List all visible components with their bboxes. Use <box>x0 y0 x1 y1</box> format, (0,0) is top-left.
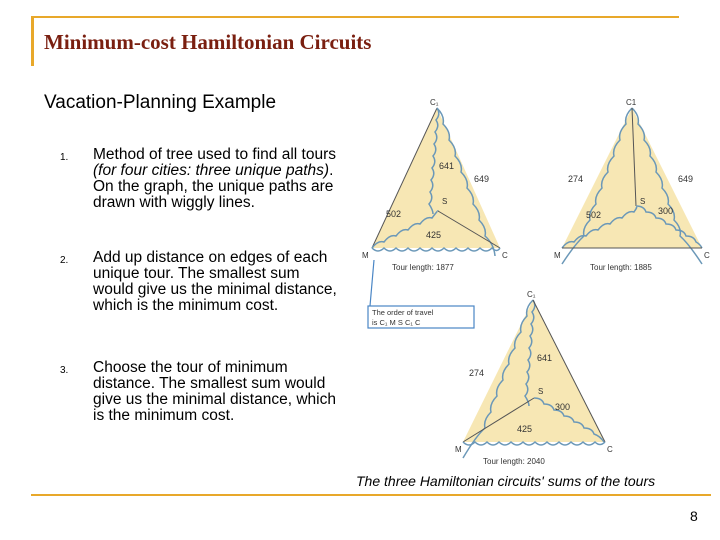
vertex-right-label: C <box>704 251 710 260</box>
edge-label: 300 <box>658 206 674 216</box>
frame-bottom-rule <box>31 494 711 496</box>
step-item-2 <box>60 250 340 360</box>
edge-bottom-wiggly <box>463 442 605 445</box>
page-number: 8 <box>690 508 698 524</box>
edge-bottom-wiggly <box>372 248 500 251</box>
step-text-italic: (for four cities: three unique paths) <box>93 162 330 179</box>
edge-label: 274 <box>568 174 584 184</box>
edge-label: 641 <box>537 353 553 363</box>
step-item-1 <box>60 147 340 250</box>
step-number: 3. <box>60 365 69 376</box>
callout-pointer <box>370 260 374 306</box>
vertex-center-label: S <box>442 197 448 206</box>
frame-top-rule <box>31 16 679 18</box>
vertex-top-label: C₁ <box>430 98 439 107</box>
step-number: 2. <box>60 255 69 266</box>
vertex-left-label: M <box>362 251 369 260</box>
tour-length-label: Tour length: 1877 <box>392 263 454 272</box>
edge-label: 502 <box>386 209 402 219</box>
tour-length-label: Tour length: 2040 <box>483 457 545 466</box>
slide-subtitle: Vacation-Planning Example <box>44 92 277 113</box>
step-number: 1. <box>60 152 69 163</box>
edge-label: 649 <box>678 174 694 184</box>
edge-label: 641 <box>439 161 455 171</box>
slide-title: Minimum-cost Hamiltonian Circuits <box>44 30 372 54</box>
step-item-3 <box>60 360 340 424</box>
step-text: Choose the tour of minimum distance. The smallest sum would give us the minimal distance, which is the minimum cost. <box>93 359 336 424</box>
vertex-right-label: C <box>502 251 508 260</box>
edge-label: 502 <box>586 210 602 220</box>
step-text-after: . On the graph, the unique paths are drawn with wiggly lines. <box>93 162 334 211</box>
callout-line-1: The order of travel <box>372 308 434 317</box>
edge-label: 300 <box>555 402 571 412</box>
vertex-center-label: S <box>640 197 646 206</box>
vertex-center-label: S <box>538 387 544 396</box>
step-text: Method of tree used to find all tours <box>93 146 336 163</box>
vertex-right-label: C <box>607 445 613 454</box>
triangle-fill <box>463 300 605 442</box>
callout-line-2: is C₁ M S C₁ C <box>372 318 421 327</box>
figure-caption: The three Hamiltonian circuits' sums of the tours <box>356 473 656 489</box>
vertex-top-label: C1 <box>626 98 637 107</box>
step-text: Add up distance on edges of each unique tour. The smallest sum would give us the minimal distance, which is the minimum cost. <box>93 249 337 314</box>
steps-list <box>60 147 340 424</box>
edge-label: 649 <box>474 174 490 184</box>
vertex-left-label: M <box>455 445 462 454</box>
vertex-left-label: M <box>554 251 561 260</box>
tour-graph-1 <box>362 96 522 276</box>
tour-graph-3 <box>455 290 625 470</box>
tour-length-label: Tour length: 1885 <box>590 263 652 272</box>
vertex-top-label: C₁ <box>527 290 536 299</box>
edge-label: 425 <box>517 424 533 434</box>
edge-label: 425 <box>426 230 442 240</box>
tour-graph-2 <box>550 96 715 276</box>
frame-left-bar <box>31 16 34 66</box>
edge-label: 274 <box>469 368 485 378</box>
